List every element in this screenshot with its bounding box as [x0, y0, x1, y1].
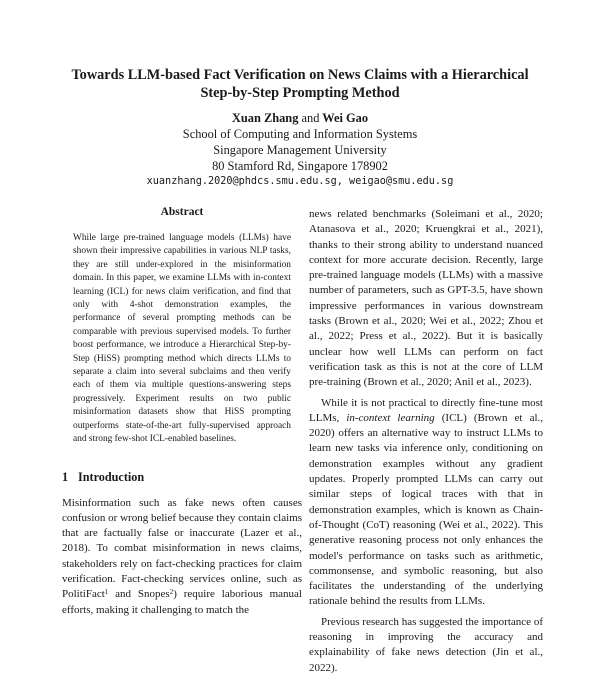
author-names: [40, 110, 560, 126]
body-paragraph-1: news related benchmarks (Soleimani et al., 2020; Atanasova et al., 2020; Kruengkrai et al., 2021), thanks to their strong ability to understand nuanced context for more accurate decision. Recently, large pre-trained language models (LLMs) with a massive number of parameters, such as GPT-3.5, have shown impressive performances in various downstream tasks (Brown et al., 2020; Wei et al., 2022; Zhou et al., 2022; Press et al., 2022). But it is basically unclear how well LLMs can perform on fact verification task as this is not at the core of LLM pre-training (Brown et al., 2020; Anil et al., 2023).: [309, 208, 543, 389]
body-p2-part-2: (ICL) (Brown et al., 2020) offers an alternative way to instruct LLMs to learn new tasks via inference only, conditioning on demonstration examples without any gradient updates. Properly prompted LLMs can carry out similar steps of logical traces with that in demonstration examples, which is known as Chain-of-Thought (CoT) reasoning (Wei et al., 2022). This generative reasoning process not only enhances the model's performance on tasks such as arithmetic, commonsense, and symbolic reasoning, but also facilitates the understanding of the underlying rationale behind the results from LLMs.: [309, 411, 544, 608]
body-paragraph-3: Previous research has suggested the importance of reasoning in improving the accuracy and explainability of fake news detection (Jin et al., 2022).: [309, 615, 543, 674]
footnote-marker-2[interactable]: 2: [169, 588, 174, 597]
icl-term: in-context learning: [346, 411, 435, 424]
body-paragraph-2: [309, 396, 543, 610]
intro-text-part-2: and Snopes: [108, 588, 170, 601]
author-emails: xuanzhang.2020@phdcs.smu.edu.sg, weigao@smu.edu.sg: [146, 176, 454, 187]
author-2: Wei Gao: [322, 111, 369, 125]
author-conjunction: and: [301, 111, 320, 125]
intro-text-part-1: Misinformation such as fake news often causes confusion or wrong belief because they contain claims that are factually false or inaccurate (Lazer et al., 2018). To combat misinformation in news claims, stakeholders rely on fact-checking practices for claim verification. Fact-checking services online, such as PolitiFact: [62, 496, 302, 601]
affiliation-line-2: Singapore Management University: [213, 143, 387, 157]
abstract-heading: Abstract: [160, 206, 204, 218]
title-line-1: Towards LLM-based Fact Verification on News Claims with a Hierarchical: [71, 67, 529, 83]
author-1: Xuan Zhang: [231, 111, 299, 125]
affiliation-line-1: School of Computing and Information Systems: [182, 127, 418, 141]
left-column: [62, 205, 302, 623]
title-line-2: Step-by-Step Prompting Method: [200, 85, 400, 101]
paper-title: [40, 66, 560, 102]
affiliation-line-3: 80 Stamford Rd, Singapore 178902: [212, 159, 388, 173]
introduction-heading: [62, 470, 302, 485]
author-block: [40, 110, 560, 190]
body-p2-part-1: While it is not practical to directly fine-tune most LLMs,: [309, 396, 543, 424]
abstract-text: While large pre-trained language models (LLMs) have shown their impressive capabilities in various NLP tasks, they are still under-explored in the misinformation domain. In this paper, we examine LLMs with in-context learning (ICL) for news claim verification, and find that only with 4-shot demonstration examples, the performance of several prompting methods can be comparable with previous supervised models. To further boost performance, we introduce a Hierarchical Step-by-Step (HiSS) prompting method which directs LLMs to separate a claim into several subclaims and then verify each of them via multiple questions-answering steps progressively. Experiment results on two public misinformation datasets show that HiSS prompting outperforms state-of-the-art fully-supervised approach and strong few-shot ICL-enabled baselines.: [73, 233, 291, 445]
right-column: [309, 207, 543, 681]
footnote-marker-1[interactable]: 1: [104, 588, 109, 597]
section-title: Introduction: [78, 469, 145, 484]
intro-text-part-3: ) require laborious manual efforts, making it challenging to match the: [62, 588, 302, 616]
section-number: 1: [62, 469, 69, 484]
